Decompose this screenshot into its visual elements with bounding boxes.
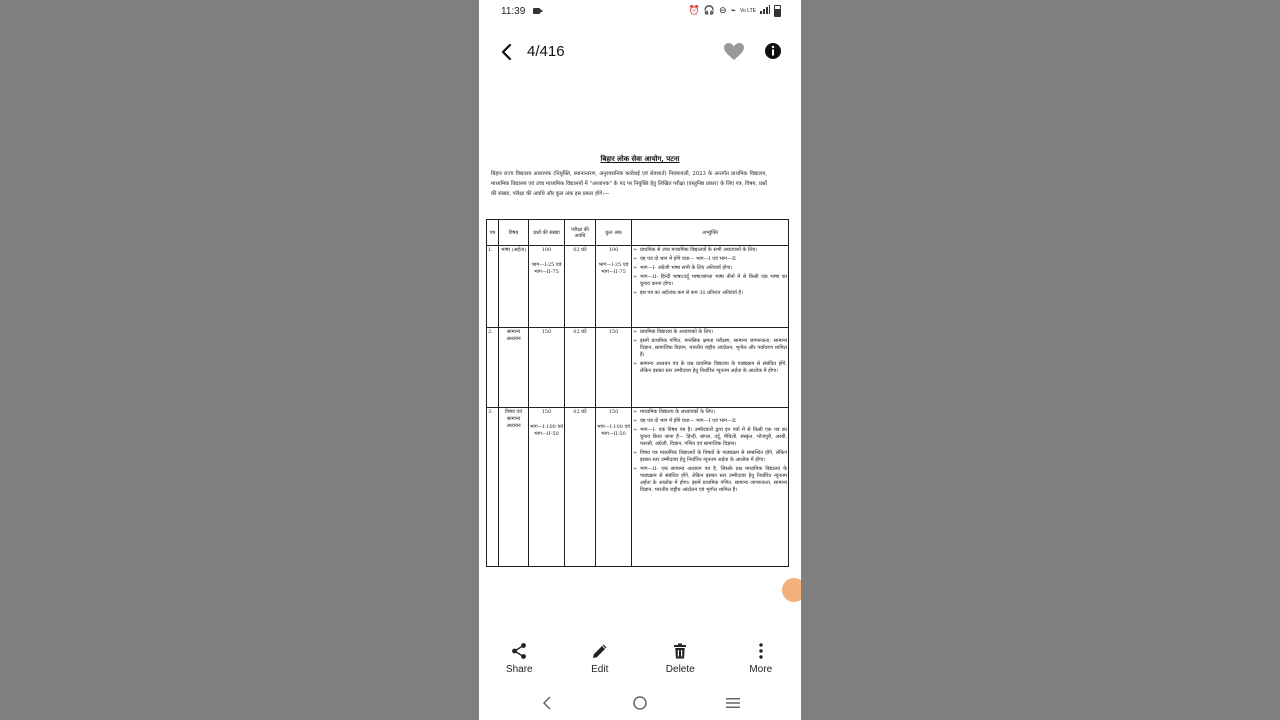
cell-subject: सामान्य अध्ययन: [499, 328, 529, 408]
table-row: [487, 246, 789, 328]
bottom-action-bar: [479, 640, 801, 680]
delete-button[interactable]: [640, 640, 721, 680]
dnd-icon: ⊖: [719, 6, 727, 16]
cell-duration: 02 घंटे: [565, 328, 596, 408]
share-button[interactable]: [479, 640, 560, 680]
header-duration: परीक्षा की अवधि: [565, 220, 596, 246]
header-remarks: अभ्युक्ति: [632, 220, 789, 246]
video-camera-icon: [533, 8, 540, 14]
header-questions: प्रश्नों की संख्या: [529, 220, 565, 246]
pencil-icon: [591, 642, 609, 660]
cell-subject: भाषा (अर्हता): [499, 246, 529, 328]
cell-questions: [529, 246, 565, 328]
remark-item: ➢ भाग—I- एक विषय पत्र है। उम्मीदवारों द्वारा इन पत्रों में से किसी एक पत्र का चुनाव किया जाना है— हिन्दी, बांग्ला, उर्दू, मैथिली, संस्कृत, भोजपुरी, अरबी, फारसी, अंग्रेजी, विज्ञान, गणित एवं सामाजिक विज्ञान।: [633, 427, 787, 448]
header-subject: विषय: [499, 220, 529, 246]
back-triangle-icon: [537, 694, 557, 712]
cell-remarks: [632, 246, 789, 328]
marks-total: 150: [608, 409, 619, 416]
info-icon: [764, 42, 782, 60]
cell-paper: 2.: [487, 328, 499, 408]
recents-icon: [723, 694, 743, 712]
cell-remarks: [632, 408, 789, 567]
system-back-button[interactable]: [537, 694, 557, 712]
remark-item: ➢ यह पत्र दो भाग में होंगे यथा— भाग—I एवं भाग—II: [633, 256, 787, 263]
remark-item: ➢ माध्यमिक विद्यालय के अध्यापकों के लिए।: [633, 409, 787, 416]
status-icons: [689, 5, 781, 17]
cell-duration: 02 घंटे: [565, 408, 596, 567]
marks-detail: भाग—I-25 एवं भाग—II-75: [598, 262, 629, 276]
battery-icon: [774, 5, 781, 17]
cell-paper: 3.: [487, 408, 499, 567]
remark-item: ➢ विषय पत्र माध्यमिक विद्यालयों के विषयों के पाठ्यक्रम से सम्बन्धित होंगे, लेकिन इसका स्तर उम्मीदवार हेतु निर्धारित न्यूनतम अर्हता के आलोक में होगा।: [633, 450, 787, 464]
remark-item: ➢ भाग—I- अंग्रेजी भाषा सभी के लिए अनिवार्य होगा।: [633, 265, 787, 272]
volte-label: Vo LTE: [739, 7, 756, 14]
table-row: [487, 328, 789, 408]
share-label: Share: [505, 664, 533, 675]
remark-item: ➢ इस पत्र का अर्हतांक कम से कम 30 प्रतिशत अनिवार्य है।: [633, 290, 787, 297]
viewer-top-bar: [479, 36, 801, 68]
trash-icon: [671, 642, 689, 660]
more-button[interactable]: [721, 640, 802, 680]
delete-label: Delete: [665, 664, 695, 675]
edit-label: Edit: [591, 664, 609, 675]
cell-questions: [529, 328, 565, 408]
system-home-button[interactable]: [630, 694, 650, 712]
status-bar: [479, 0, 801, 24]
back-button[interactable]: [497, 42, 517, 62]
table-header-row: [487, 220, 789, 246]
cell-paper: 1.: [487, 246, 499, 328]
table-row: [487, 408, 789, 567]
cell-marks: [596, 328, 632, 408]
info-button[interactable]: [764, 42, 782, 60]
fast-scroll-handle[interactable]: [782, 578, 801, 602]
questions-detail: भाग—I-100 एवं भाग—II-50: [530, 424, 563, 438]
cell-marks: [596, 246, 632, 328]
remark-item: ➢ प्राथमिक से उच्च माध्यमिक विद्यालयों के सभी अध्यापकों के लिए।: [633, 247, 787, 254]
remark-item: ➢ भाग—II- एक सामान्य अध्ययन पत्र है, जिसके प्रश्न माध्यमिक विद्यालय के पाठ्यक्रम से संबंधित होंगे, लेकिन इसका स्तर उम्मीदवार हेतु निर्धारित न्यूनतम अर्हता के आलोक में होगा। इसमें प्राथमिक गणित, सामान्य जागरूकता, सामान्य विज्ञान, भारतीय राष्ट्रीय आंदोलन एवं भूगोल शामिल हैं।: [633, 466, 787, 494]
system-recents-button[interactable]: [723, 694, 743, 712]
system-nav-bar: [479, 690, 801, 716]
remark-item: ➢ प्राथमिक विद्यालय के अध्यापकों के लिए।: [633, 329, 787, 336]
cell-duration: 02 घंटे: [565, 246, 596, 328]
signal-icon: [760, 5, 770, 17]
marks-detail: भाग—I-100 एवं भाग—II-50: [597, 424, 630, 438]
document-page: [479, 137, 801, 587]
header-marks: कुल अंक: [596, 220, 632, 246]
questions-total: 100: [541, 247, 552, 254]
cell-marks: [596, 408, 632, 567]
alarm-icon: ⏰: [688, 6, 700, 16]
status-time: 11:39: [501, 6, 526, 17]
document-intro: बिहार राज्य विद्यालय अध्यापक (नियुक्ति, स्थानान्तरण, अनुशासनिक कार्रवाई एवं सेवाशर्त) नियमावली, 2023 के अन्तर्गत प्राथमिक विद्यालय, माध्यमिक विद्यालय एवं उच्च माध्यमिक विद्यालयों में "अध्यापक" के पद पर नियुक्ति हेतु लिखित परीक्षा (वस्तुनिष्ठ प्रकार) के लिए पत्र, विषय, प्रश्नों की संख्या, परीक्षा की अवधि और कुल अंक इस प्रकार होंगे:—: [491, 171, 767, 197]
phone-screen: [479, 0, 801, 720]
marks-total: 150: [608, 329, 619, 336]
remark-item: ➢ यह पत्र दो भाग में होंगे यथा— भाग—I एवं भाग—II: [633, 418, 787, 425]
remark-item: ➢ सामान्य अध्ययन पत्र के प्रश्न प्राथमिक विद्यालय के पाठ्यक्रम से संबंधित होंगे, लेकिन इसका स्तर उम्मीदवार हेतु निर्धारित न्यूनतम अर्हता के आलोक में होगा।: [633, 361, 787, 375]
questions-total: 150: [541, 329, 552, 336]
favorite-button[interactable]: [723, 42, 745, 62]
remark-item: ➢ इसमें प्राथमिक गणित, मानसिक क्षमता परीक्षण, सामान्य जागरूकता, सामान्य विज्ञान, सामाजिक विज्ञान, भारतीय राष्ट्रीय आंदोलन, भूगोल और पर्यावरण शामिल हैं।: [633, 338, 787, 359]
home-circle-icon: [630, 694, 650, 712]
heart-icon: [723, 42, 745, 62]
document-title: बिहार लोक सेवा आयोग, पटना: [600, 154, 680, 163]
headphones-icon: 🎧: [703, 6, 715, 16]
share-icon: [510, 642, 528, 660]
more-vertical-icon: [752, 642, 770, 660]
cell-questions: [529, 408, 565, 567]
exam-table: [486, 219, 789, 567]
cast-icon: ⌁: [730, 6, 736, 16]
marks-total: 100: [608, 247, 619, 254]
remark-item: ➢ भाग—II- हिन्दी भाषा/उर्दू भाषा/बांग्ला भाषा तीनों में से किसी एक भाषा का चुनाव करना होगा।: [633, 274, 787, 288]
header-paper: पत्र: [487, 220, 499, 246]
page-counter: 4/416: [527, 43, 565, 60]
edit-button[interactable]: [560, 640, 641, 680]
questions-total: 150: [541, 409, 552, 416]
cell-subject: विषय एवं सामान्य अध्ययन: [499, 408, 529, 567]
questions-detail: भाग—I-25 एवं भाग—II-75: [531, 262, 562, 276]
back-arrow-icon: [497, 42, 517, 62]
more-label: More: [749, 664, 773, 675]
cell-remarks: [632, 328, 789, 408]
